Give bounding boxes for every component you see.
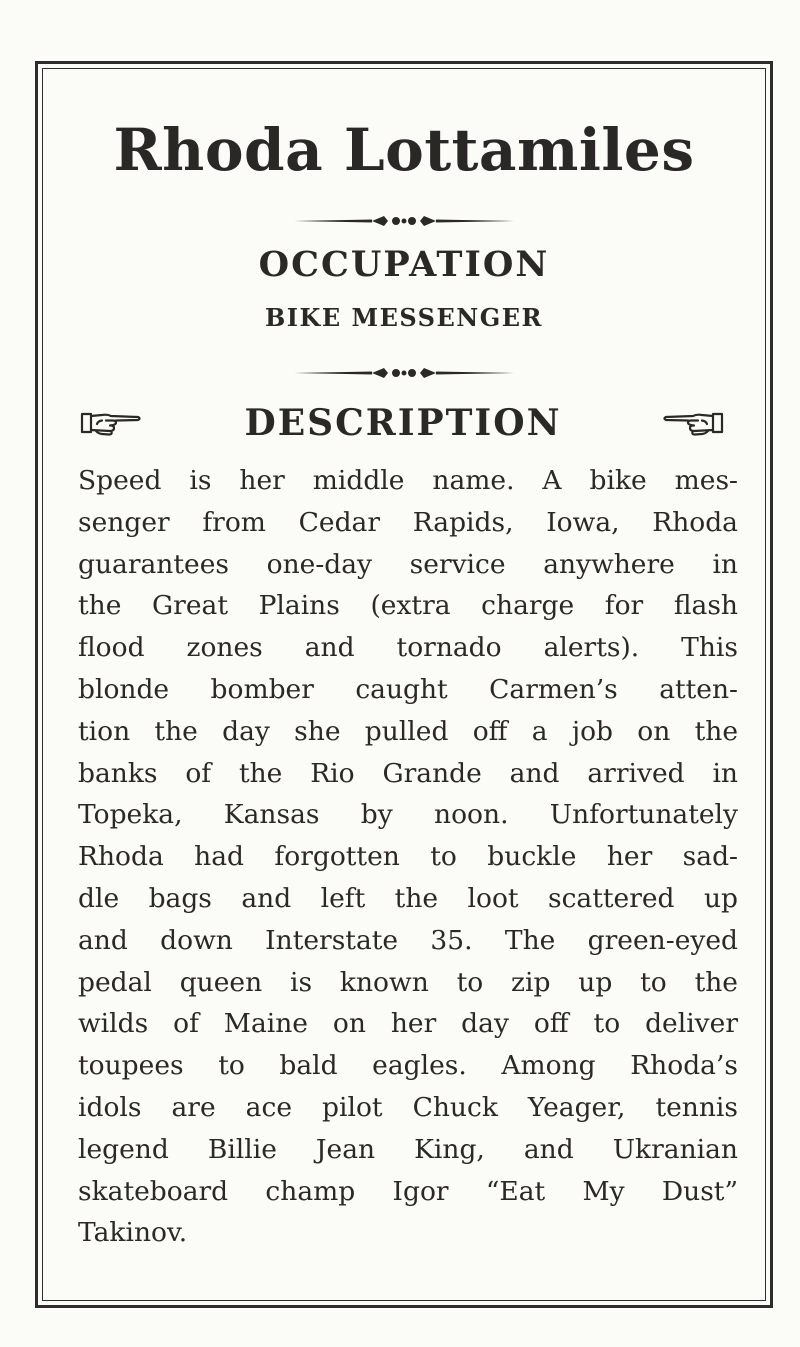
character-name: Rhoda Lottamiles xyxy=(113,116,695,184)
description-line: tion the day she pulled off a job on the xyxy=(78,715,738,747)
description-line: guarantees one-day service anywhere in xyxy=(78,548,738,580)
description-line: the Great Plains (extra charge for flash xyxy=(78,590,738,622)
description-line: dle bags and left the loot scattered up xyxy=(78,882,738,914)
description-line: toupees to bald eagles. Among Rhoda’s xyxy=(78,1050,738,1082)
description-line: blonde bomber caught Carmen’s atten- xyxy=(78,673,738,705)
description-line: wilds of Maine on her day off to deliver xyxy=(78,1008,738,1040)
description-line: and down Interstate 35. The green-eyed xyxy=(78,924,738,956)
description-line: Topeka, Kansas by noon. Unfortunately xyxy=(78,799,738,831)
description-line: Speed is her middle name. A bike mes- xyxy=(78,465,738,496)
description-heading-row xyxy=(76,396,730,450)
description-line: skateboard champ Igor “Eat My Dust” xyxy=(78,1175,738,1207)
pointing-hand-left-icon xyxy=(662,409,724,437)
description-line: senger from Cedar Rapids, Iowa, Rhoda xyxy=(78,506,738,538)
ornamental-divider-icon xyxy=(292,214,516,228)
description-line: legend Billie Jean King, and Ukranian xyxy=(78,1133,738,1165)
description-line: pedal queen is known to zip up to the xyxy=(78,966,738,998)
description-text xyxy=(78,460,738,1254)
description-line: Rhoda had forgotten to buckle her sad- xyxy=(78,841,738,873)
description-line: Takinov. xyxy=(78,1217,188,1249)
description-line: flood zones and tornado alerts). This xyxy=(78,632,738,664)
description-heading: DESCRIPTION xyxy=(244,402,562,444)
occupation-heading: OCCUPATION xyxy=(258,244,550,285)
description-line: banks of the Rio Grande and arrived in xyxy=(78,757,738,789)
occupation-value: BIKE MESSENGER xyxy=(265,303,543,332)
description-line: idols are ace pilot Chuck Yeager, tennis xyxy=(78,1091,738,1123)
ornamental-divider-icon xyxy=(292,366,516,380)
